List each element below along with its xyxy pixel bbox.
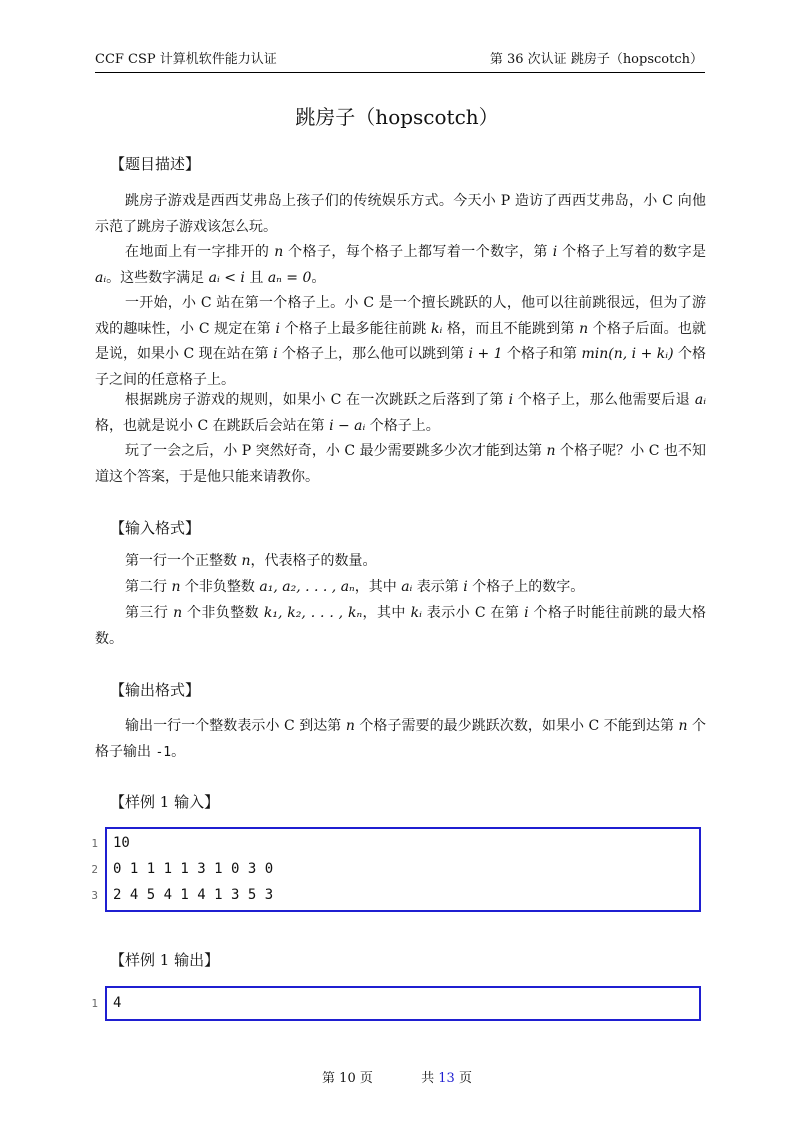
output-format-paragraph: 输出一行一个整数表示小 C 到达第 n 个格子需要的最少跳跃次数，如果小 C 不能到达第 n 个格子输出 -1。 [95, 718, 707, 760]
page-footer [0, 1067, 794, 1086]
page-title: 跳房子（hopscotch） [295, 105, 499, 129]
input-format-line-3: 第三行 n 个非负整数 k₁, k₂, . . . , kₙ，其中 kᵢ 表示小 C 在第 i 个格子时能往前跳的最大格数。 [95, 605, 706, 647]
sample-input-code-box [105, 827, 701, 912]
code-line: 2 4 5 4 1 4 1 3 5 3 [113, 887, 274, 903]
line-number: 1 [91, 837, 98, 850]
description-paragraph-1: 跳房子游戏是西西艾弗岛上孩子们的传统娱乐方式。今天小 P 造访了西西艾弗岛，小 C 向他示范了跳房子游戏该怎么玩。 [95, 193, 706, 235]
header-rule [95, 72, 705, 73]
description-heading: 【题目描述】 [110, 155, 201, 173]
footer-page-prefix: 第 [322, 1071, 340, 1086]
footer-total-prefix: 共 [421, 1071, 439, 1086]
description-paragraph-2: 在地面上有一字排开的 n 个格子，每个格子上都写着一个数字，第 i 个格子上写着的数字是 aᵢ。这些数字满足 aᵢ < i 且 aₙ = 0。 [95, 244, 707, 286]
line-number: 3 [91, 889, 98, 902]
sample-output-code-box [105, 986, 701, 1021]
sample-output-heading: 【样例 1 输出】 [110, 951, 220, 969]
footer-page-suffix: 页 [355, 1071, 373, 1086]
footer-total-suffix: 页 [454, 1071, 472, 1086]
header-right-title: 第 36 次认证 跳房子（hopscotch） [489, 52, 703, 67]
description-paragraph-3: 一开始，小 C 站在第一个格子上。小 C 是一个擅长跳跃的人，他可以往前跳很远，但为了游戏的趣味性，小 C 规定在第 i 个格子上最多能往前跳 kᵢ 格，而且不能跳到第 n 个格子后面。也就是说，如果小 C 现在站在第 i 个格子上，那么他可以跳到第 i + 1 个格子和第 min(n, i + kᵢ) 个格子之间的任意格子上。 [95, 295, 707, 388]
sample-input-heading: 【样例 1 输入】 [110, 793, 220, 811]
input-format-heading: 【输入格式】 [110, 519, 201, 537]
code-line: 10 [113, 835, 130, 851]
footer-total-pages-link[interactable]: 13 [438, 1071, 455, 1086]
line-number: 2 [91, 863, 98, 876]
description-paragraph-4: 根据跳房子游戏的规则，如果小 C 在一次跳跃之后落到了第 i 个格子上，那么他需要后退 aᵢ 格，也就是说小 C 在跳跃后会站在第 i − aᵢ 个格子上。 [95, 392, 707, 434]
line-number: 1 [91, 997, 98, 1010]
input-format-line-1: 第一行一个正整数 n，代表格子的数量。 [125, 553, 377, 569]
output-format-heading: 【输出格式】 [110, 681, 201, 699]
header-left-title: CCF CSP 计算机软件能力认证 [95, 52, 277, 67]
description-paragraph-5: 玩了一会之后，小 P 突然好奇，小 C 最少需要跳多少次才能到达第 n 个格子呢？小 C 也不知道这个答案，于是他只能来请教你。 [95, 443, 706, 485]
footer-page-number: 10 [339, 1071, 356, 1086]
input-format-line-2: 第二行 n 个非负整数 a₁, a₂, . . . , aₙ，其中 aᵢ 表示第 i 个格子上的数字。 [125, 579, 585, 595]
code-line: 4 [113, 995, 122, 1011]
code-line: 0 1 1 1 1 3 1 0 3 0 [113, 861, 274, 877]
